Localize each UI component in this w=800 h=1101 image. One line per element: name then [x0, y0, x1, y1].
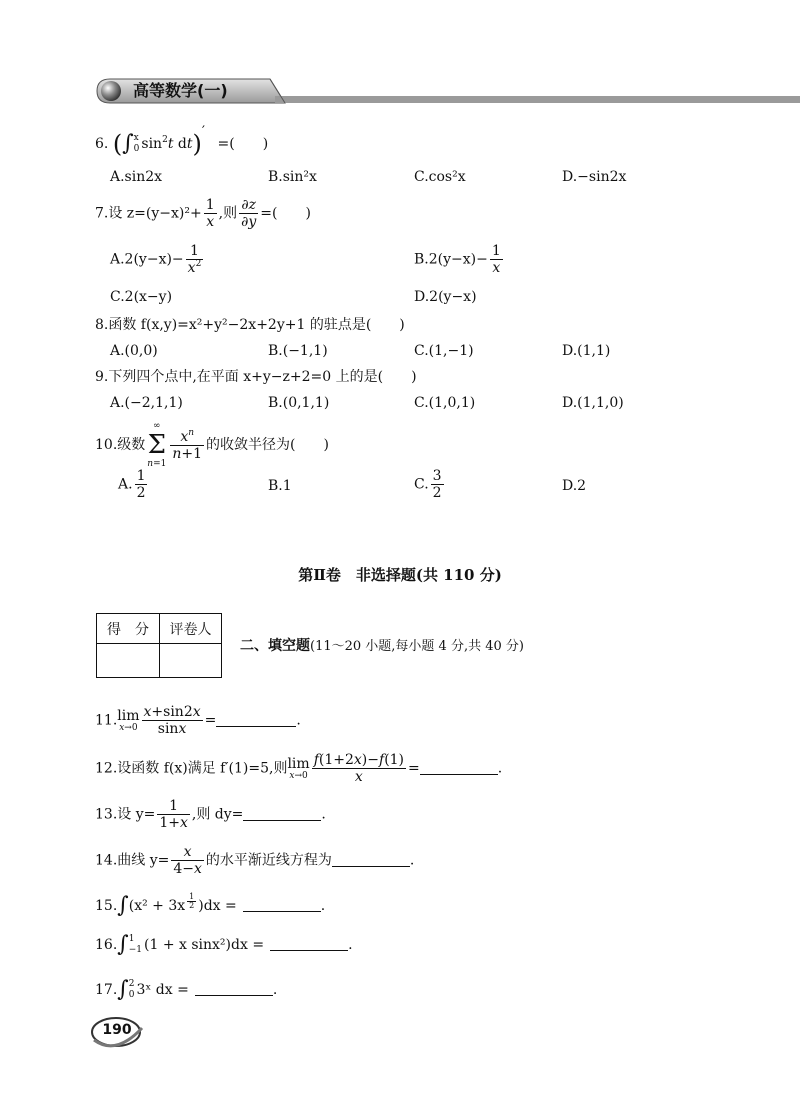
q10-option-c: C. $\frac{3}{2}$: [414, 468, 442, 501]
header-title: 高等数学(一): [133, 81, 228, 100]
question-10: 10.级数 ∞ Σ n=1 $\frac{x^n}{n+1}$ 的收敛半径为( ): [95, 421, 329, 469]
grader-cell: [159, 644, 221, 678]
q9-option-b: B.(0,1,1): [268, 395, 330, 411]
answer-blank-16[interactable]: [270, 936, 348, 951]
answer-blank-13[interactable]: [243, 806, 321, 821]
answer-blank-12[interactable]: [420, 760, 498, 775]
q10-option-a: A. $\frac{1}{2}$: [118, 468, 146, 501]
q9-option-a: A.(−2,1,1): [110, 395, 183, 411]
page-number-badge: [88, 1012, 158, 1052]
question-13: 13.设 y= $\frac{1}{1+x}$ ,则 dy= .: [95, 798, 326, 831]
question-15: 15.∫(x² + 3x $^{\frac{1}{2}}$ )dx = .: [95, 892, 326, 918]
question-7: 7.设 z=(y−x)²+ $\frac{1}{x}$ ,则 $\frac{\partial z}{\partial y}$ =( ): [95, 197, 311, 230]
page-number: 190: [102, 1022, 132, 1038]
question-6: 6. (∫ x 0 $\sin^2t$ dt)′ =( ): [95, 124, 269, 158]
fill-section-heading: 二、填空题(11～20 小题,每小题 4 分,共 40 分): [240, 638, 524, 654]
grader-header: 评卷人: [159, 614, 221, 644]
q6-option-a: A.sin2x: [110, 169, 163, 185]
question-14: 14.曲线 y= $\frac{x}{4-x}$ 的水平渐近线方程为 .: [95, 844, 415, 877]
q6-option-c: C.cos²x: [414, 169, 466, 185]
answer-blank-14[interactable]: [332, 852, 410, 867]
q7-option-c: C.2(x−y): [110, 289, 173, 305]
answer-blank-15[interactable]: [243, 897, 321, 912]
q9-option-c: C.(1,0,1): [414, 395, 476, 411]
q8-option-d: D.(1,1): [562, 343, 611, 359]
q8-option-a: A.(0,0): [110, 343, 158, 359]
header-banner: [95, 76, 800, 106]
score-header: 得 分: [97, 614, 160, 644]
q6-option-d: D.−sin2x: [562, 169, 627, 185]
q9-option-d: D.(1,1,0): [562, 395, 624, 411]
score-cell: [97, 644, 160, 678]
q6-option-b: B.sin²x: [268, 169, 317, 185]
score-table: [96, 613, 222, 678]
q10-option-d: D.2: [562, 478, 587, 494]
q7-option-d: D.2(y−x): [414, 289, 477, 305]
q7-option-b: B.2(y−x)− $\frac{1}{x}$: [414, 243, 501, 276]
question-16: 16.∫ 1 −1 (1 + x sinx²)dx = .: [95, 932, 353, 957]
question-8: 8.函数 f(x,y)=x²+y²−2x+2y+1 的驻点是( ): [95, 317, 405, 333]
question-12: 12.设函数 f(x)满足 f′(1)=5,则lim x→0 $\frac{f(1+2x)-f(1)}{x}$ = .: [95, 752, 503, 785]
q10-option-b: B.1: [268, 478, 292, 494]
section-title: 第Ⅱ卷 非选择题(共 110 分): [298, 566, 502, 584]
q8-option-c: C.(1,−1): [414, 343, 474, 359]
question-17: 17.∫ 2 0 3ˣ dx = .: [95, 977, 278, 1002]
q8-option-b: B.(−1,1): [268, 343, 328, 359]
question-9: 9.下列四个点中,在平面 x+y−z+2=0 上的是( ): [95, 369, 417, 385]
q7-option-a: A.2(y−x)− $\frac{1}{x^2}$: [110, 243, 202, 276]
question-11: 11.lim x→0 $\frac{x+\sin 2x}{\sin x}$ = .: [95, 704, 301, 737]
answer-blank-17[interactable]: [195, 981, 273, 996]
answer-blank-11[interactable]: [216, 712, 296, 727]
